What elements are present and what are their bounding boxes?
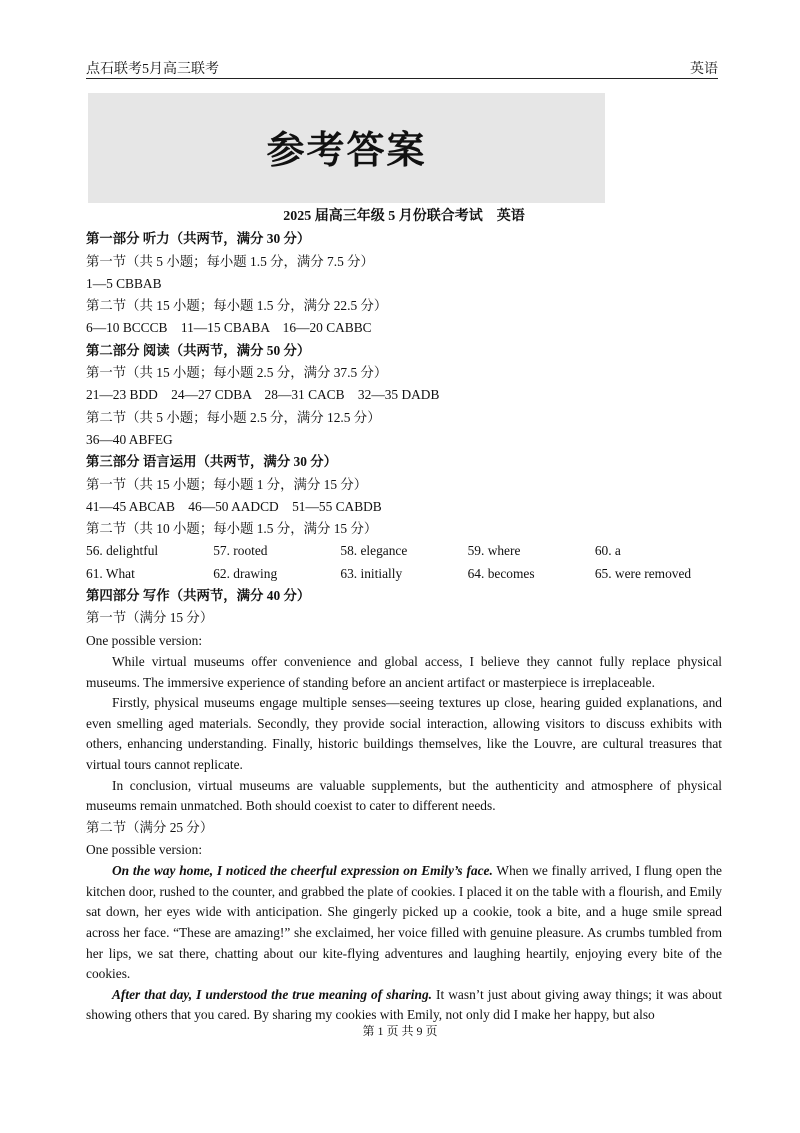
reading-section1-answers: 21—23 BDD 24—27 CDBA 28—31 CACB 32—35 DADB [86,387,440,403]
page-number: 第 1 页 共 9 页 [362,1024,438,1038]
reading-heading: 第二部分 阅读（共两节，满分 50 分） [86,342,311,358]
continuation-lead-2: After that day, I understood the true meaning of sharing. [112,986,432,1002]
listening-heading: 第一部分 听力（共两节，满分 30 分） [86,231,311,247]
answer-57: 57. rooted [213,543,268,559]
grammar-fill-row-2 [86,563,722,585]
language-section1-label: 第一节（共 15 小题；每小题 1 分，满分 15 分） [86,476,368,492]
banner-title: 参考答案 [266,130,427,172]
reading-section2-label: 第二节（共 5 小题；每小题 2.5 分，满分 12.5 分） [86,409,381,425]
writing-heading: 第四部分 写作（共两节，满分 40 分） [86,588,311,604]
answer-62: 62. drawing [213,565,278,581]
reading-section1-label: 第一节（共 15 小题；每小题 2.5 分，满分 37.5 分） [86,365,388,381]
continuation-body-1: When we finally arrived, I flung open the kitchen door, rushed to the counter, and grabbed the plate of cookies. I placed it on the table with a flourish, and Emily sat down, her eyes wide with anticipation. She gingerly picked up a cookie, took a bite, and a huge smile spread across her face. “These are amazing!” she exclaimed, her voice filled with genuine pleasure. As crumbs tumbled from her lips, we sat there, chatting about our kite-flying adventures and laughing heartily, enjoying every bite of the cookies. [86,863,722,982]
essay-paragraph-1: While virtual museums offer convenience and global access, I believe they cannot fully replace physical museums. The immersive experience of standing before an ancient artifact or masterpiece is irreplaceable. [86,653,722,690]
document-title: 2025 届高三年级 5 月份联合考试 英语 [283,209,525,224]
writing-section2-label: 第二节（满分 25 分） [86,819,214,835]
header-exam-name: 点石联考5月高三联考 [86,62,219,77]
reading-section2-answers: 36—40 ABFEG [86,431,173,447]
continuation-paragraph-1 [86,861,722,985]
continuation-paragraph-2 [86,985,722,1026]
answer-59: 59. where [467,543,521,559]
answer-content [86,206,722,1026]
writing-section1-version-label: One possible version: [86,632,203,648]
language-heading: 第三部分 语言运用（共两节，满分 30 分） [86,454,338,470]
listening-section1-label: 第一节（共 5 小题；每小题 1.5 分，满分 7.5 分） [86,253,374,269]
listening-section2-label: 第二节（共 15 小题；每小题 1.5 分，满分 22.5 分） [86,298,388,314]
writing-section1-label: 第一节（满分 15 分） [86,610,214,626]
answer-61: 61. What [86,565,135,581]
language-section1-answers: 41—45 ABCAB 46—50 AADCD 51—55 CABDB [86,498,382,514]
continuation-body-2: It wasn’t just about giving away things; it was about showing others that you cared. By sharing my cookies with Emily, not only did I make her happy, but also [86,986,722,1023]
answer-64: 64. becomes [467,565,535,581]
essay-paragraph-3: In conclusion, virtual museums are valuable supplements, but the authenticity and atmosphere of physical museums remain unmatched. Both should coexist to cater to different needs. [86,777,722,814]
header-subject: 英语 [690,62,718,77]
listening-section1-answers: 1—5 CBBAB [86,275,162,291]
writing-section2-version-label: One possible version: [86,841,203,857]
language-section2-label: 第二节（共 10 小题；每小题 1.5 分，满分 15 分） [86,521,378,537]
grammar-fill-row-1 [86,540,722,562]
answer-56: 56. delightful [86,543,159,559]
answer-60: 60. a [594,543,621,559]
answer-65: 65. were removed [594,565,692,581]
listening-section2-answers: 6—10 BCCCB 11—15 CBABA 16—20 CABBC [86,320,372,336]
essay-paragraph-2: Firstly, physical museums engage multiple senses—seeing textures up close, hearing guided explanations, and even smelling aged materials. Secondly, they provide social interaction, allowing visitors to discuss exhibits with others, enhancing understanding. Finally, historic buildings themselves, like the Louvre, are cultural treasures that virtual tours cannot replicate. [86,695,722,772]
continuation-lead-1: On the way home, I noticed the cheerful expression on Emily’s face. [112,863,493,879]
title-banner [88,93,605,203]
answer-63: 63. initially [340,565,403,581]
answer-58: 58. elegance [340,543,408,559]
page-header [86,56,718,79]
